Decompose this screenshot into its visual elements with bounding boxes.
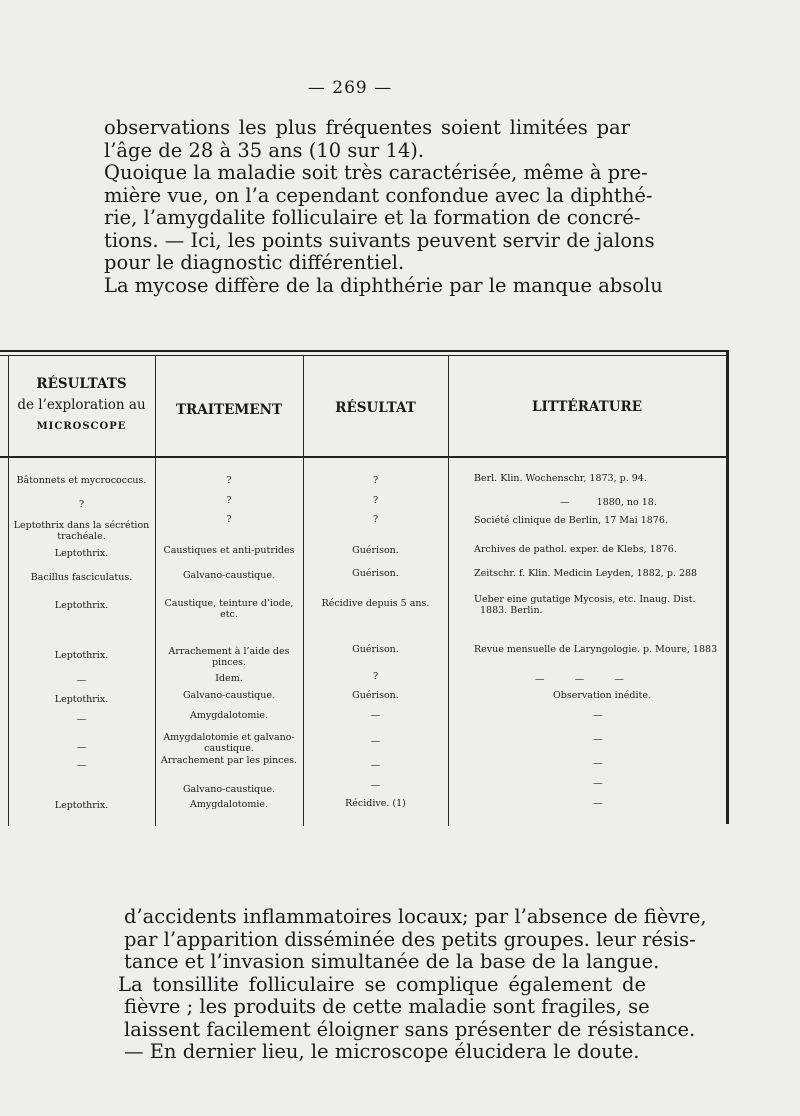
cell-microscope: —	[76, 714, 87, 725]
cell-litterature: —	[593, 758, 603, 769]
cell-microscope: Leptothrix dans la sécrétion trachéale.	[13, 520, 150, 542]
text-line: tance et l’invasion simultanée de la base de la langue.	[124, 950, 660, 973]
cell-resultat: —	[370, 760, 381, 771]
cell-resultat: Guérison.	[352, 644, 399, 655]
cell-resultat: ?	[372, 475, 379, 486]
text-line: l’âge de 28 à 35 ans (10 sur 14).	[104, 138, 425, 162]
cell-traitement: Galvano-caustique.	[182, 784, 276, 795]
cell-litterature: Zeitschr. f. Klin. Medicin Leyden, 1882, p. 288	[474, 568, 698, 579]
text-line: observations les plus fréquentes soient limitées par	[104, 116, 630, 139]
table-top-rule-thin	[0, 355, 726, 356]
cell-resultat: Guérison.	[352, 568, 399, 579]
column-divider	[448, 356, 449, 826]
cell-traitement: Arrachement par les pinces.	[160, 755, 298, 766]
cell-traitement: Amygdalotomie.	[189, 799, 269, 810]
cell-resultat: Récidive. (1)	[345, 798, 406, 809]
cell-microscope: Leptothrix.	[54, 694, 109, 705]
cell-resultat: ?	[372, 514, 379, 525]
cell-microscope: Bacillus fasciculatus.	[30, 572, 133, 583]
text-line: tions. — Ici, les points suivants peuvent servir de jalons	[104, 228, 655, 252]
header-litterature: LITTÉRATURE	[532, 399, 642, 415]
cell-microscope: —	[76, 675, 87, 686]
cell-traitement: ?	[226, 514, 232, 525]
text-line: laissent facilement éloigner sans présenter de résistance.	[124, 1017, 696, 1041]
cell-microscope: ?	[78, 499, 85, 510]
table-top-rule	[0, 350, 726, 352]
text-line: par l’apparition disséminée des petits groupes. leur résis-	[124, 927, 696, 951]
cell-litterature: —	[593, 734, 603, 745]
cell-resultat: —	[370, 736, 381, 747]
cell-litterature: Archives de pathol. exper. de Klebs, 1876.	[474, 544, 677, 555]
cell-traitement: Caustique, teinture d’iode, etc.	[164, 598, 294, 620]
text-line: — En dernier lieu, le microscope élucidera le doute.	[124, 1040, 640, 1063]
text-line: d’accidents inflammatoires locaux; par l’absence de fièvre,	[124, 905, 707, 928]
bottom-paragraph	[104, 905, 707, 1064]
cell-litterature: Berl. Klin. Wochenschr, 1873, p. 94.	[474, 473, 647, 484]
page-number: — 269 —	[307, 78, 393, 98]
cell-litterature: Ueber eine gutatige Mycosis, etc. Inaug. Dist. 1883. Berlin.	[474, 594, 696, 616]
cell-resultat: Guérison.	[352, 545, 399, 556]
header-resultat: RÉSULTAT	[335, 400, 416, 416]
results-table	[0, 350, 734, 830]
header-microscope: RÉSULTATS de l’exploration au MICROSCOPE	[17, 376, 146, 432]
cell-microscope: —	[76, 742, 87, 753]
text-line: mière vue, on l’a cependant confondue avec la diphthé-	[104, 183, 653, 207]
cell-microscope: —	[76, 760, 87, 771]
cell-litterature: —	[593, 798, 603, 809]
cell-resultat: —	[370, 780, 381, 791]
cell-resultat: —	[370, 710, 381, 721]
table-right-border	[726, 350, 729, 824]
cell-traitement: Amygdalotomie et galvano- caustique.	[163, 732, 295, 754]
cell-litterature: Société clinique de Berlin, 17 Mai 1876.	[474, 515, 668, 526]
text-line: fièvre ; les produits de cette maladie sont fragiles, se	[124, 995, 650, 1018]
cell-resultat: Guérison.	[352, 690, 399, 701]
table-header-rule	[0, 456, 726, 458]
text-line: La tonsillite folliculaire se complique également de	[118, 972, 646, 996]
cell-litterature: —	[593, 710, 603, 721]
text-line: Quoique la maladie soit très caractérisée, même à pre-	[104, 161, 648, 184]
cell-resultat: ?	[372, 671, 379, 682]
text-line: pour le diagnostic différentiel.	[104, 251, 405, 274]
cell-resultat: ?	[372, 495, 379, 506]
text-line: La mycose diffère de la diphthérie par le manque absolu	[104, 273, 663, 297]
cell-litterature: — 1880, no 18.	[560, 497, 657, 508]
cell-microscope: Leptothrix.	[54, 800, 109, 811]
cell-traitement: Galvano-caustique.	[182, 690, 276, 701]
cell-microscope: Bâtonnets et mycrococcus.	[16, 475, 147, 486]
text-line: rie, l’amygdalite folliculaire et la formation de concré-	[104, 206, 641, 229]
header-traitement: TRAITEMENT	[175, 402, 282, 418]
cell-traitement: Caustiques et anti-putrides	[163, 545, 295, 556]
cell-resultat: Récidive depuis 5 ans.	[321, 598, 430, 609]
top-paragraph	[104, 116, 663, 297]
cell-litterature: Revue mensuelle de Laryngologie. p. Moure, 1883	[474, 644, 718, 655]
cell-traitement: Arrachement à l’aide des pinces.	[168, 646, 290, 668]
cell-traitement: Amygdalotomie.	[189, 710, 269, 721]
cell-traitement: Idem.	[215, 673, 243, 684]
cell-litterature: —	[593, 778, 603, 789]
column-divider	[303, 356, 304, 826]
cell-traitement: Galvano-caustique.	[182, 570, 276, 581]
cell-microscope: Leptothrix.	[54, 600, 109, 611]
cell-traitement: ?	[226, 495, 232, 506]
cell-microscope: Leptothrix.	[54, 650, 109, 661]
cell-traitement: ?	[226, 475, 232, 486]
cell-litterature: Observation inédite.	[553, 690, 652, 701]
cell-litterature: — — —	[535, 674, 624, 685]
cell-microscope: Leptothrix.	[54, 548, 109, 559]
